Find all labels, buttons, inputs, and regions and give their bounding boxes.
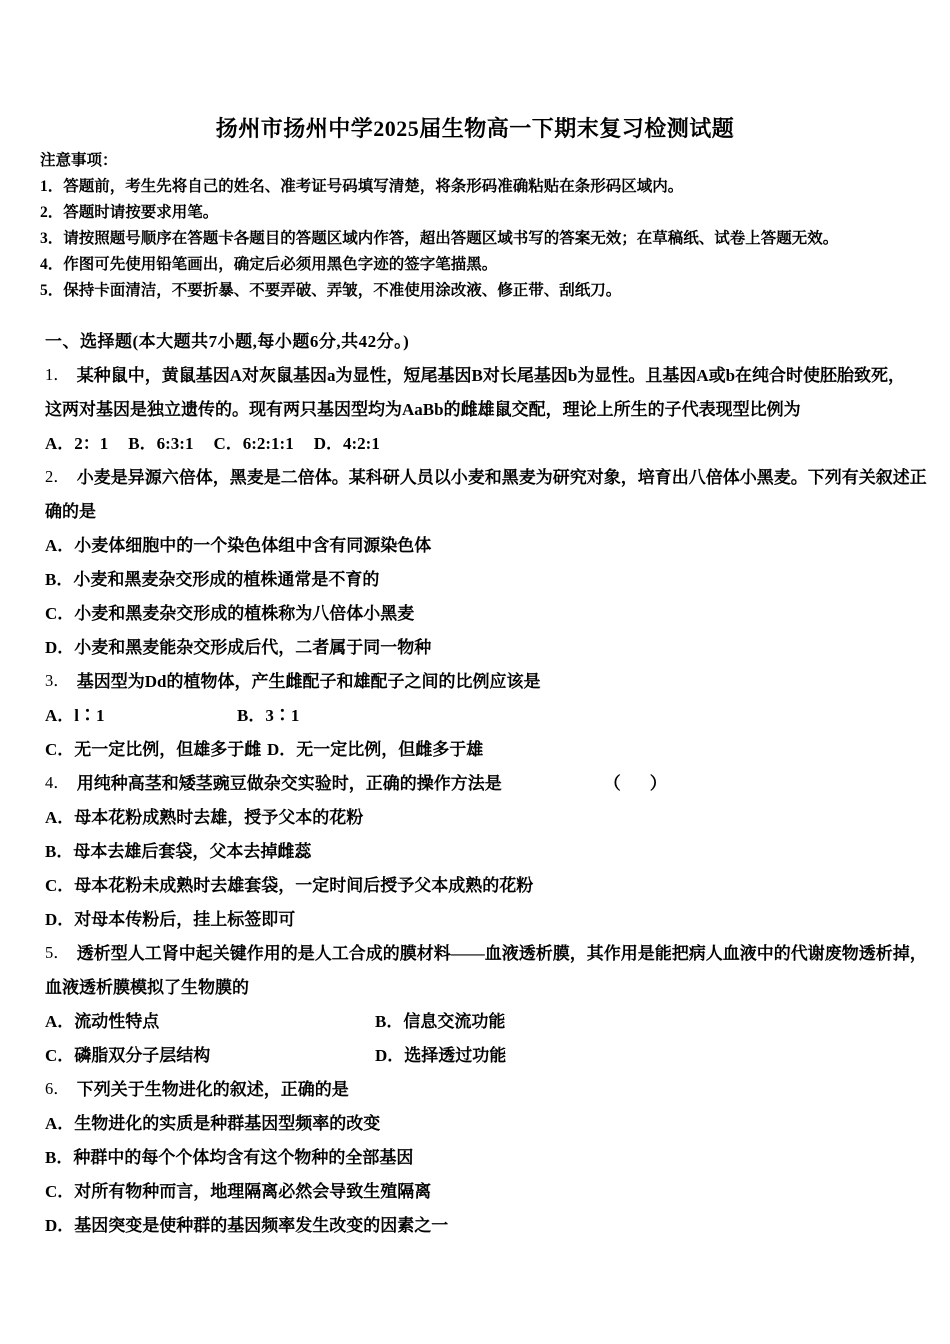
question-3-stem: [45, 662, 914, 696]
question-6-number: 6．: [45, 1079, 70, 1098]
question-6-text-line-1: 下列关于生物进化的叙述，正确的是: [76, 1079, 349, 1099]
question-3-options-row-2: [45, 730, 914, 764]
option-text: B．种群中的每个个体均含有这个物种的全部基因: [45, 1147, 414, 1167]
question-4-number: 4．: [45, 773, 70, 792]
question-5-option-d: D．选择透过功能: [375, 1045, 507, 1065]
question-1-number: 1．: [45, 365, 70, 384]
question-5-text-line-2: 血液透析膜模拟了生物膜的: [45, 977, 249, 997]
question-2-stem-continued: [45, 492, 914, 526]
question-4-option-b: [45, 832, 914, 866]
question-5-option-c: C．磷脂双分子层结构: [45, 1045, 211, 1065]
question-6-stem: [45, 1070, 914, 1104]
question-5-options-row-2: [45, 1036, 914, 1070]
question-1-text-line-2: 这两对基因是独立遗传的。现有两只基因型均为AaBb的雌雄鼠交配，理论上所生的子代表现型比例为: [45, 399, 801, 419]
option-text: A．母本花粉成熟时去雄，授予父本的花粉: [45, 807, 364, 827]
option-text: B．母本去雄后套袋，父本去掉雌蕊: [45, 841, 312, 861]
question-2-number: 2．: [45, 467, 70, 486]
question-3-number: 3．: [45, 671, 70, 690]
option-text: D．基因突变是使种群的基因频率发生改变的因素之一: [45, 1215, 449, 1235]
question-4-option-d: [45, 900, 914, 934]
question-6-option-b: [45, 1138, 914, 1172]
question-3-text-line-1: 基因型为Dd的植物体，产生雌配子和雄配子之间的比例应该是: [76, 671, 541, 691]
notice-item-5: 5．保持卡面清洁，不要折暴、不要弄破、弄皱，不准使用涂改液、修正带、刮纸刀。: [40, 282, 622, 299]
question-2-option-b: [45, 560, 914, 594]
question-4-stem: [45, 764, 914, 798]
notice-item-1: 1．答题前，考生先将自己的姓名、准考证号码填写清楚，将条形码准确粘贴在条形码区域内。: [40, 178, 684, 195]
question-6-option-a: [45, 1104, 914, 1138]
question-1-text-line-1: 某种鼠中，黄鼠基因A对灰鼠基因a为显性，短尾基因B对长尾基因b为显性。且基因A或b在纯合时使胚胎致死，: [76, 365, 906, 385]
question-3-option-b: B．3∶1: [237, 705, 300, 725]
question-5-option-b: B．信息交流功能: [375, 1011, 506, 1031]
question-2-text-line-2: 确的是: [45, 501, 96, 521]
questions-section: [45, 322, 927, 1240]
question-3-option-c: C．无一定比例，但雄多于雌: [45, 739, 262, 759]
notice-heading: 注意事项：: [40, 152, 118, 169]
question-2-option-a: [45, 526, 914, 560]
option-text: D．小麦和黑麦能杂交形成后代，二者属于同一物种: [45, 637, 432, 657]
question-4-answer-brackets: （ ）: [603, 773, 673, 793]
option-text: C．对所有物种而言，地理隔离必然会导致生殖隔离: [45, 1181, 432, 1201]
notice-item-2: 2．答题时请按要求用笔。: [40, 204, 219, 221]
question-3-options-row-1: [45, 696, 914, 730]
question-5-stem: [45, 934, 927, 968]
question-5-options-row-1: [45, 1002, 914, 1036]
question-1-stem: [45, 356, 914, 390]
question-1-option-d: D．4:2:1: [313, 433, 380, 453]
question-5-text-line-1: 透析型人工肾中起关键作用的是人工合成的膜材料——血液透析膜，其作用是能把病人血液中的代谢废物透析掉，: [76, 943, 927, 963]
question-2-stem: [45, 458, 927, 492]
question-3-option-d: D．无一定比例，但雌多于雄: [267, 739, 484, 759]
question-5-option-a: A．流动性特点: [45, 1011, 160, 1031]
question-1-options: [45, 424, 914, 458]
option-text: A．小麦体细胞中的一个染色体组中含有同源染色体: [45, 535, 432, 555]
option-text: D．对母本传粉后，挂上标签即可: [45, 909, 296, 929]
notice-item-4: 4．作图可先使用铅笔画出，确定后必须用黑色字迹的签字笔描黑。: [40, 256, 498, 273]
question-5-number: 5．: [45, 943, 70, 962]
question-1-stem-continued: [45, 390, 914, 424]
notice-section: [40, 148, 914, 304]
question-4-text-line-1: 用纯种高茎和矮茎豌豆做杂交实验时，正确的操作方法是: [76, 773, 502, 793]
section-heading: 一、选择题(本大题共7小题,每小题6分,共42分。): [45, 331, 410, 351]
question-2-option-d: [45, 628, 914, 662]
question-4-option-c: [45, 866, 914, 900]
question-6-option-c: [45, 1172, 914, 1206]
question-4-option-a: [45, 798, 914, 832]
question-2-option-c: [45, 594, 914, 628]
question-1-option-b: B．6:3:1: [128, 433, 194, 453]
option-text: A．生物进化的实质是种群基因型频率的改变: [45, 1113, 381, 1133]
question-2-text-line-1: 小麦是异源六倍体，黑麦是二倍体。某科研人员以小麦和黑麦为研究对象，培育出八倍体小黑麦。下列有关叙述正: [76, 467, 927, 487]
question-6-option-d: [45, 1206, 914, 1240]
question-1-option-c: C．6:2:1:1: [213, 433, 294, 453]
option-text: C．母本花粉未成熟时去雄套袋，一定时间后授予父本成熟的花粉: [45, 875, 534, 895]
notice-item-3: 3．请按照题号顺序在答题卡各题目的答题区域内作答，超出答题区域书写的答案无效；在草稿纸、试卷上答题无效。: [40, 230, 839, 247]
question-3-option-a: A．l∶1: [45, 705, 105, 725]
question-1-option-a: A．2：1: [45, 433, 109, 453]
question-5-stem-continued: [45, 968, 914, 1002]
page-title: 扬州市扬州中学2025届生物高一下期末复习检测试题: [215, 116, 735, 141]
option-text: C．小麦和黑麦杂交形成的植株称为八倍体小黑麦: [45, 603, 415, 623]
option-text: B．小麦和黑麦杂交形成的植株通常是不育的: [45, 569, 380, 589]
